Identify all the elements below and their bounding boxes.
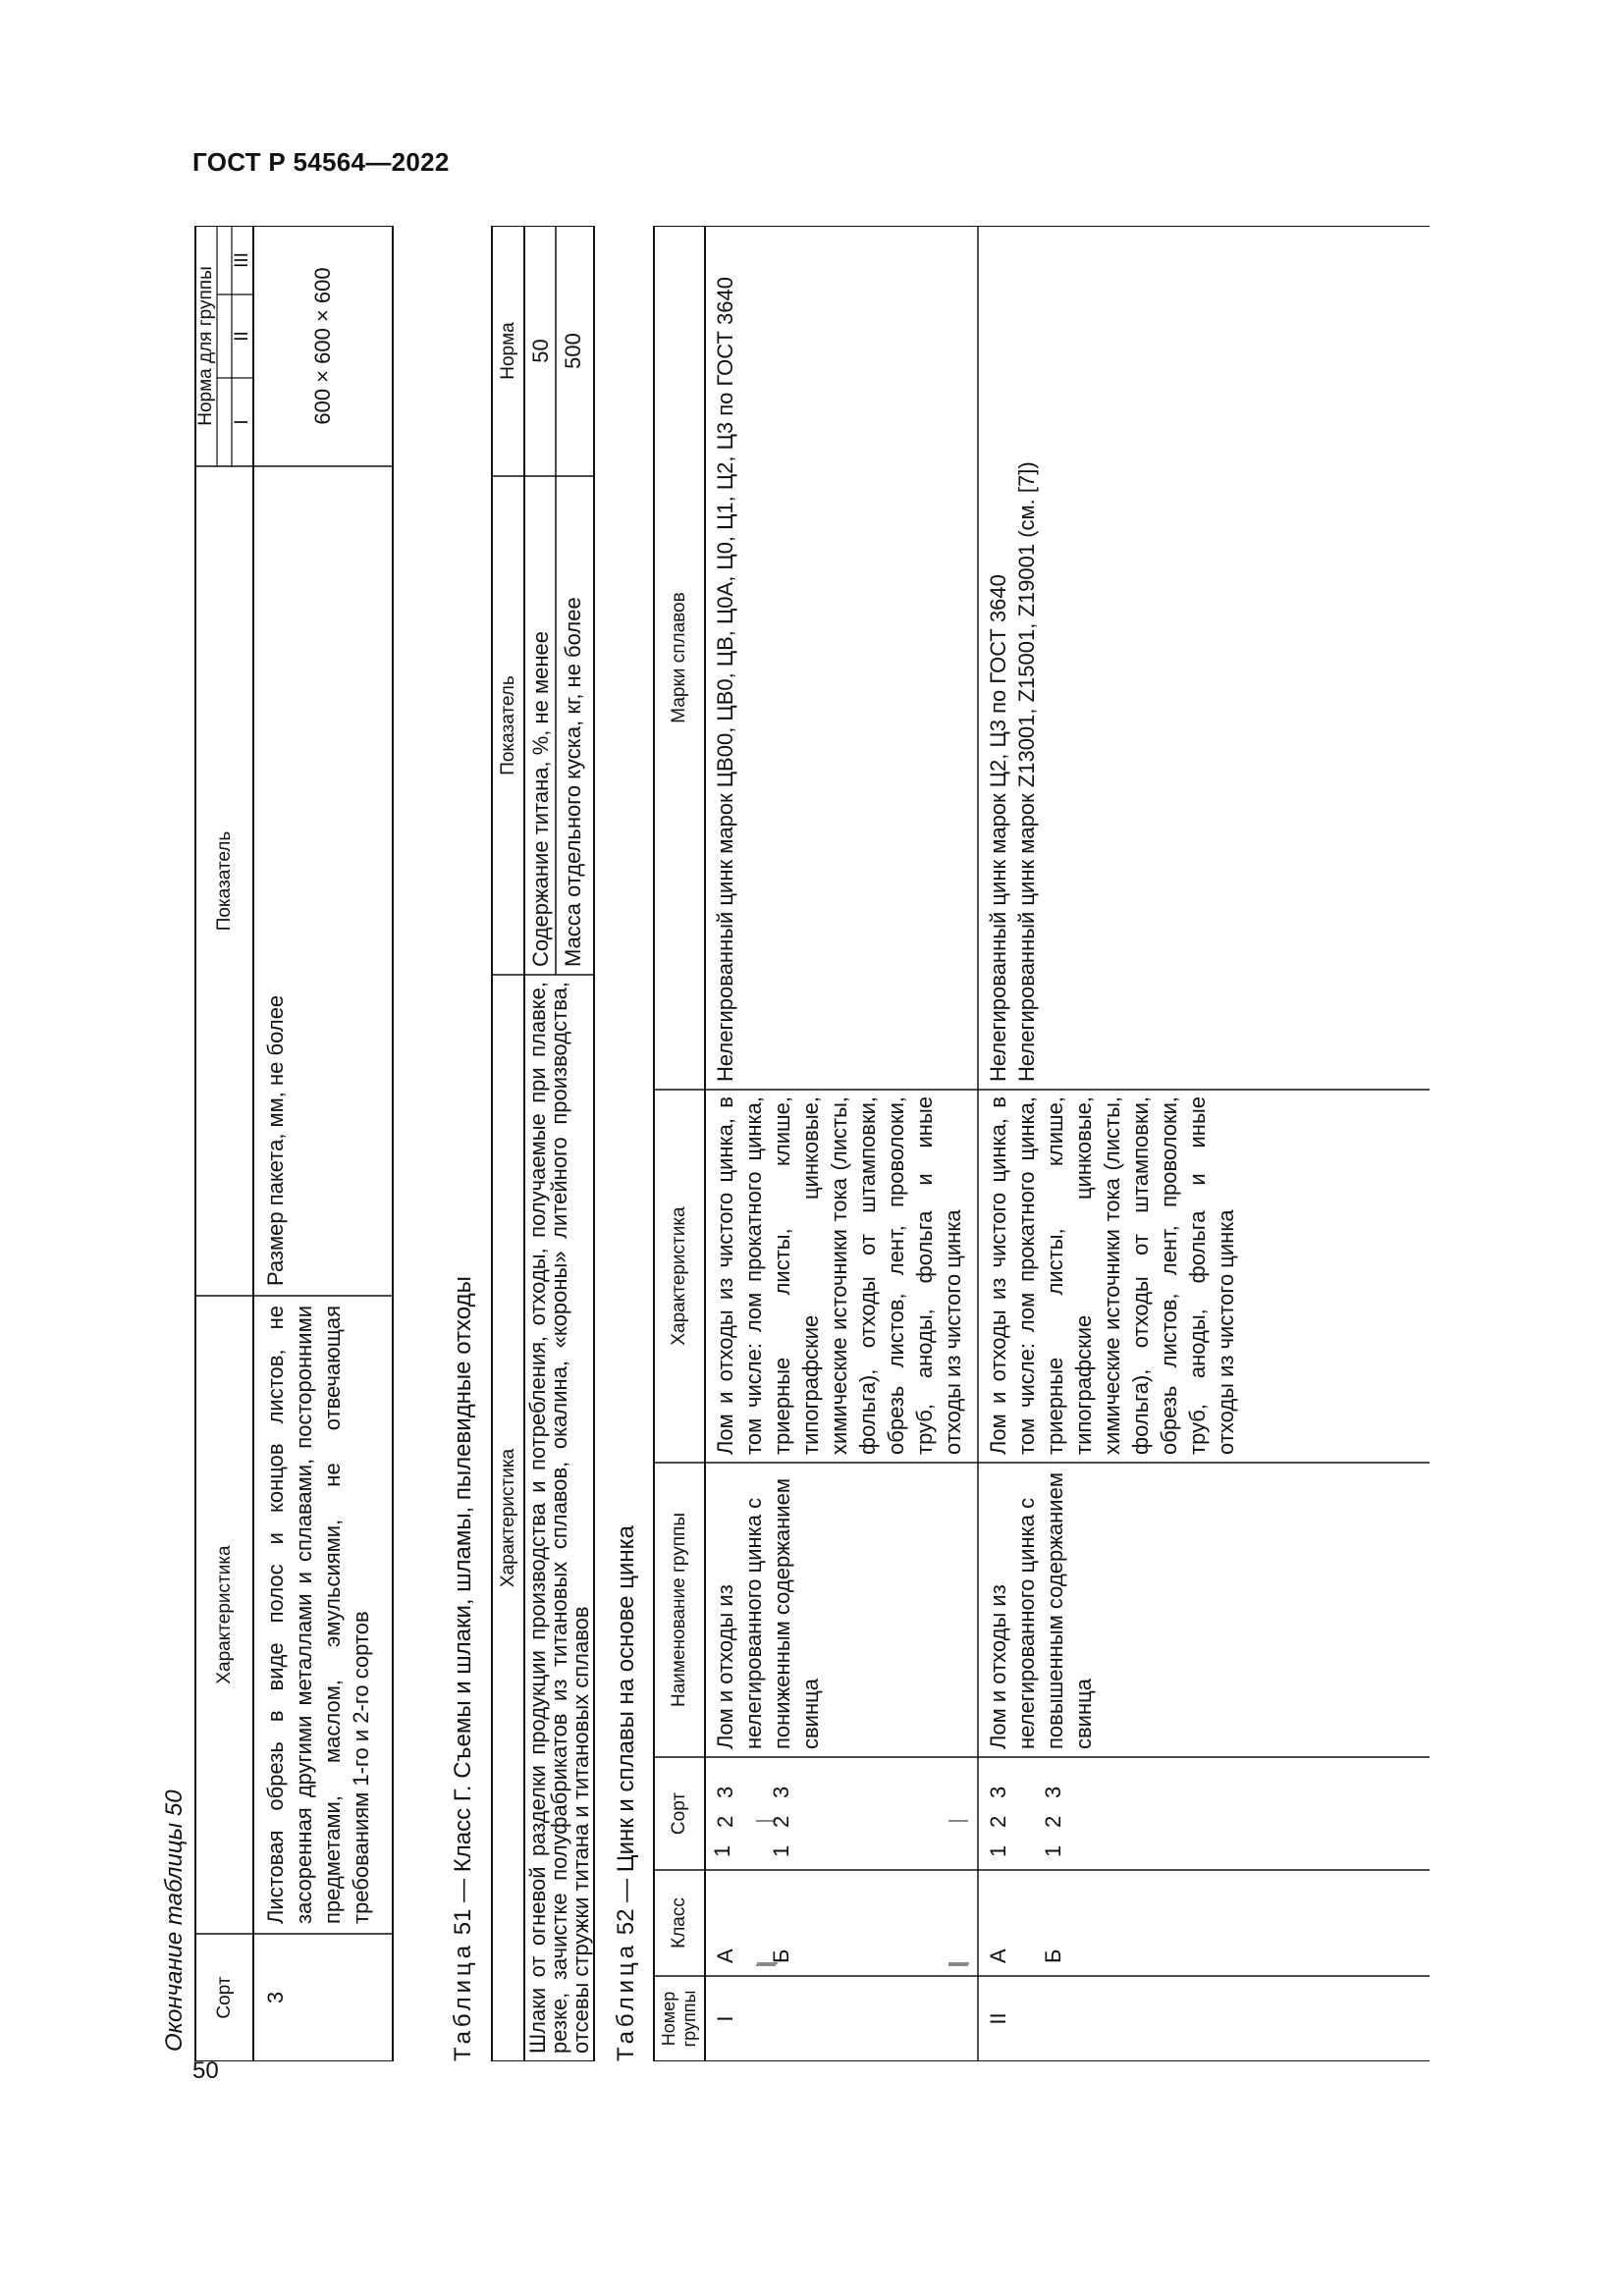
t52-row1-group-name: Лом и отходы из нелегированного цинка с пониженным содержанием свинца bbox=[713, 1478, 823, 1749]
t51-row2-norm: 500 bbox=[561, 333, 585, 369]
t52-row1-characteristic: Лом и отходы из чистого цинка, в том числе: лом прокатного цинка, триерные листы, клише, типографские цинковые, химические источники тока (листы, фольга), отходы от штамповки, обрезь листов, лент, проволоки, труб, аноды, фольга и иные отходы из чистого цинка bbox=[713, 1096, 965, 1455]
t52-header-brands: Марки сплавов bbox=[669, 592, 690, 723]
table52-title bbox=[613, 1525, 640, 2061]
t50-header-g2: II bbox=[232, 331, 253, 342]
t52-row2-group-name: Лом и отходы из нелегированного цинка с повышенным содержанием свинца bbox=[986, 1472, 1096, 1749]
table51-title-prefix: Таблица bbox=[450, 1941, 476, 2061]
t51-row2-indicator: Масса отдельного куска, кг, не более bbox=[561, 597, 585, 967]
t51-header-norm: Норма bbox=[497, 322, 518, 380]
t52-row2-sort-b3: 3 bbox=[1041, 1786, 1065, 1798]
t52-row2-characteristic: Лом и отходы из чистого цинка, в том числе: лом прокатного цинка, триерные листы, клише, типографские цинковые, химические источники тока (листы, фольга), отходы от штамповки, обрезь листов, лент, проволоки, труб, аноды, фольга и иные отходы из чистого цинка bbox=[986, 1096, 1238, 1455]
t51-characteristic: Шлаки от огневой разделки продукции производства и потребления, отходы, получаемые при плавке, резке, зачистке полуфабрикатов из титановых сплавов, окалина, «короны» литейного производства, отсевы стружки титана и титановых сплавов bbox=[525, 982, 593, 2054]
t52-row1-class-a: А bbox=[713, 1949, 737, 1963]
t50-row-indicator: Размер пакета, мм, не более bbox=[263, 994, 288, 1286]
table52-title-prefix: Таблица bbox=[613, 1941, 639, 2061]
t50-row-sort: 3 bbox=[263, 1991, 288, 2004]
rotated-landscape-content bbox=[161, 226, 1430, 2061]
t52-row2-class-b: Б bbox=[1041, 1949, 1065, 1963]
t52-row1-sort-b1: 1 bbox=[769, 1844, 793, 1857]
t50-header-sort: Сорт bbox=[213, 1976, 235, 2019]
t50-header-indicator: Показатель bbox=[213, 830, 235, 932]
t52-row2-group-no: II bbox=[986, 2012, 1010, 2025]
t52-row2-class-a: А bbox=[986, 1949, 1010, 1963]
t51-row1-norm: 50 bbox=[528, 339, 553, 363]
table51-title-rest: 51 — Класс Г. Съемы и шлаки, шламы, пылевидные отходы bbox=[450, 1276, 476, 1936]
t51-row1-indicator: Содержание титана, %, не менее bbox=[528, 631, 553, 967]
t52-row1-sort-b2: 2 bbox=[769, 1815, 793, 1828]
table52-title-rest: 52 — Цинк и сплавы на основе цинка bbox=[613, 1525, 639, 1936]
sort-value: 1 bbox=[710, 1844, 734, 1857]
t52-row1-class-b: Б bbox=[769, 1949, 793, 1963]
t51-header-indicator: Показатель bbox=[497, 675, 518, 775]
document-header: ГОСТ Р 54564—2022 bbox=[192, 147, 450, 177]
page-number: 50 bbox=[192, 2057, 219, 2084]
t52-row1-brands: Нелегированный цинк марок ЦВ00, ЦВ0, ЦВ, Ц0А, Ц0, Ц1, Ц2, Ц3 по ГОСТ 3640 bbox=[713, 277, 737, 1082]
t52-header-group-name: Наименование группы bbox=[669, 1513, 690, 1708]
t52-header-group-no: Номер группы bbox=[659, 1990, 699, 2048]
t52-row2-sort-b1: 1 bbox=[1041, 1844, 1065, 1857]
t52-row1-sort-a3: 3 bbox=[713, 1786, 737, 1798]
table50-end-caption: Окончание таблицы 50 bbox=[161, 1789, 188, 2052]
t51-header-characteristic: Характеристика bbox=[497, 1448, 518, 1588]
t52-header-class: Класс bbox=[669, 1897, 690, 1949]
t52-row1-group-no: I bbox=[713, 2015, 737, 2022]
t52-row1-sort-a2: 2 bbox=[713, 1815, 737, 1828]
t50-row-characteristic: Листовая обрезь в виде полос и концов листов, не засоренная другими металлами и сплавами, посторонними предметами, маслом, эмульсиями, не отвечающая требованиям 1-го и 2-го сортов bbox=[263, 1306, 373, 1924]
t52-row2-brands-line1: Нелегированный цинк марок Ц2, Ц3 по ГОСТ 3640 bbox=[986, 574, 1010, 1082]
t52-row2-sort-a2: 2 bbox=[986, 1815, 1010, 1828]
t52-row1-sort-b3: 3 bbox=[769, 1786, 793, 1798]
t52-header-sort: Сорт bbox=[669, 1791, 690, 1836]
t50-header-g1: I bbox=[232, 419, 253, 425]
t52-row2-sort-a3: 3 bbox=[986, 1786, 1010, 1798]
t50-header-norm-group: Норма для группы bbox=[195, 266, 217, 426]
t50-header-g3: III bbox=[232, 252, 253, 268]
table51-title bbox=[450, 1276, 477, 2061]
t52-row2-sort-a1: 1 bbox=[986, 1844, 1010, 1857]
t50-header-characteristic: Характеристика bbox=[213, 1545, 235, 1684]
t52-row2-sort-b2: 2 bbox=[1041, 1815, 1065, 1828]
t52-header-characteristic: Характеристика bbox=[669, 1206, 690, 1346]
t52-row2-brands-line2: Нелегированный цинк марок Z13001, Z15001, Z19001 (см. [7]) bbox=[1014, 461, 1039, 1082]
t50-row-norm: 600 × 600 × 600 bbox=[310, 267, 335, 425]
